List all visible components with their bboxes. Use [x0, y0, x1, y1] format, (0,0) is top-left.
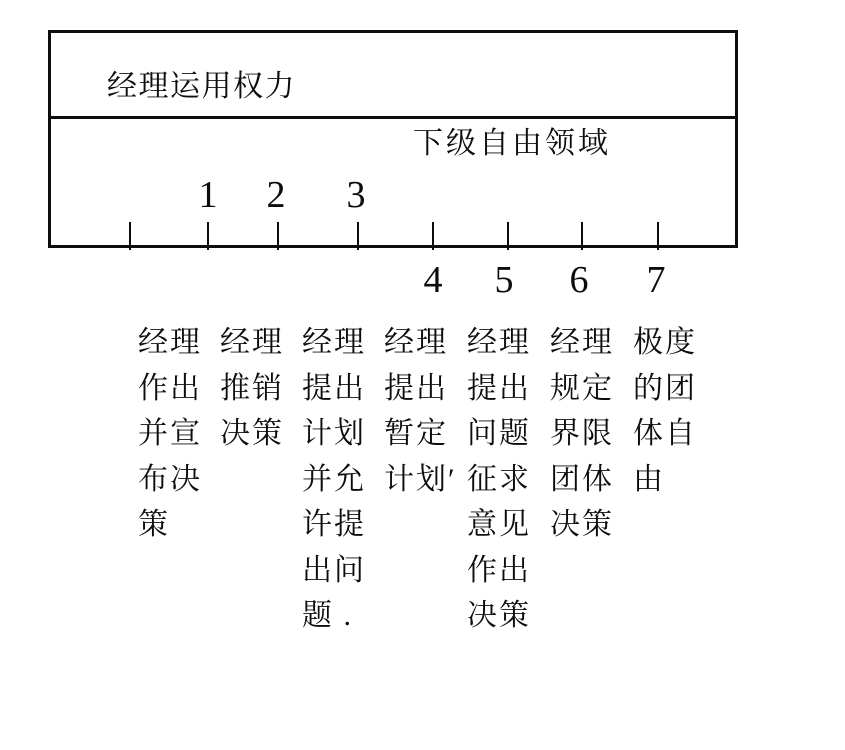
column-3-line-2: 计划	[302, 417, 366, 450]
scale-tick-3	[357, 222, 359, 250]
decision-style-column-2	[220, 320, 292, 457]
scale-number-7: 7	[646, 259, 666, 301]
column-7-line-0: 极度	[633, 326, 697, 359]
scale-number-6: 6	[569, 259, 589, 301]
decision-style-column-7	[633, 320, 705, 502]
column-3-line-4: 许提	[302, 508, 366, 541]
column-1-line-4: 策	[138, 508, 170, 541]
column-5-line-0: 经理	[467, 326, 531, 359]
scale-number-3: 3	[346, 174, 366, 216]
column-6-line-4: 决策	[550, 508, 614, 541]
column-5-line-5: 作出	[467, 553, 531, 587]
scale-number-1: 1	[198, 174, 218, 216]
scale-tick-0	[129, 222, 131, 250]
scale-tick-6	[581, 222, 583, 250]
scale-tick-7	[657, 222, 659, 250]
column-4-line-3: 计划′	[384, 462, 457, 496]
scale-number-2: 2	[266, 174, 286, 216]
column-5-line-6: 决策	[467, 599, 531, 632]
column-6-line-3: 团体	[550, 462, 614, 496]
decision-style-column-6	[550, 320, 622, 548]
column-4-line-0: 经理	[384, 326, 448, 359]
scale-number-5: 5	[494, 259, 514, 301]
column-5-line-2: 问题	[467, 417, 531, 450]
manager-authority-label: 经理运用权力	[107, 70, 296, 103]
subordinate-freedom-label: 下级自由领域	[413, 127, 611, 160]
column-3-line-5: 出问	[302, 553, 366, 587]
column-6-line-1: 规定	[550, 371, 614, 405]
column-1-line-0: 经理	[138, 326, 202, 359]
column-2-line-1: 推销	[220, 371, 284, 405]
column-5-line-4: 意见	[467, 508, 531, 541]
continuum-box	[48, 30, 738, 248]
column-7-line-1: 的团	[633, 371, 697, 405]
column-2-line-2: 决策	[220, 417, 284, 450]
divider-line	[48, 116, 738, 119]
column-3-line-0: 经理	[302, 326, 366, 359]
column-4-line-1: 提出	[384, 371, 448, 405]
column-1-line-3: 布决	[138, 462, 202, 496]
decision-style-column-5	[467, 320, 539, 639]
column-2-line-0: 经理	[220, 326, 284, 359]
scale-tick-4	[432, 222, 434, 250]
column-6-line-0: 经理	[550, 326, 614, 359]
column-5-line-3: 征求	[467, 462, 531, 496]
column-5-line-1: 提出	[467, 371, 531, 405]
decision-style-column-4	[384, 320, 456, 502]
column-6-line-2: 界限	[550, 417, 614, 450]
column-4-line-2: 暂定	[384, 417, 448, 450]
column-3-line-6: 题 .	[302, 599, 353, 632]
column-3-line-3: 并允	[302, 462, 366, 496]
column-1-line-1: 作出	[138, 371, 202, 405]
column-3-line-1: 提出	[302, 371, 366, 405]
scale-number-4: 4	[423, 259, 443, 301]
decision-style-column-1	[138, 320, 210, 548]
column-7-line-2: 体自	[633, 417, 697, 450]
column-1-line-2: 并宣	[138, 417, 202, 450]
scale-tick-1	[207, 222, 209, 250]
scale-tick-5	[507, 222, 509, 250]
scale-tick-2	[277, 222, 279, 250]
decision-style-column-3	[302, 320, 374, 639]
column-7-line-3: 由	[633, 462, 665, 496]
